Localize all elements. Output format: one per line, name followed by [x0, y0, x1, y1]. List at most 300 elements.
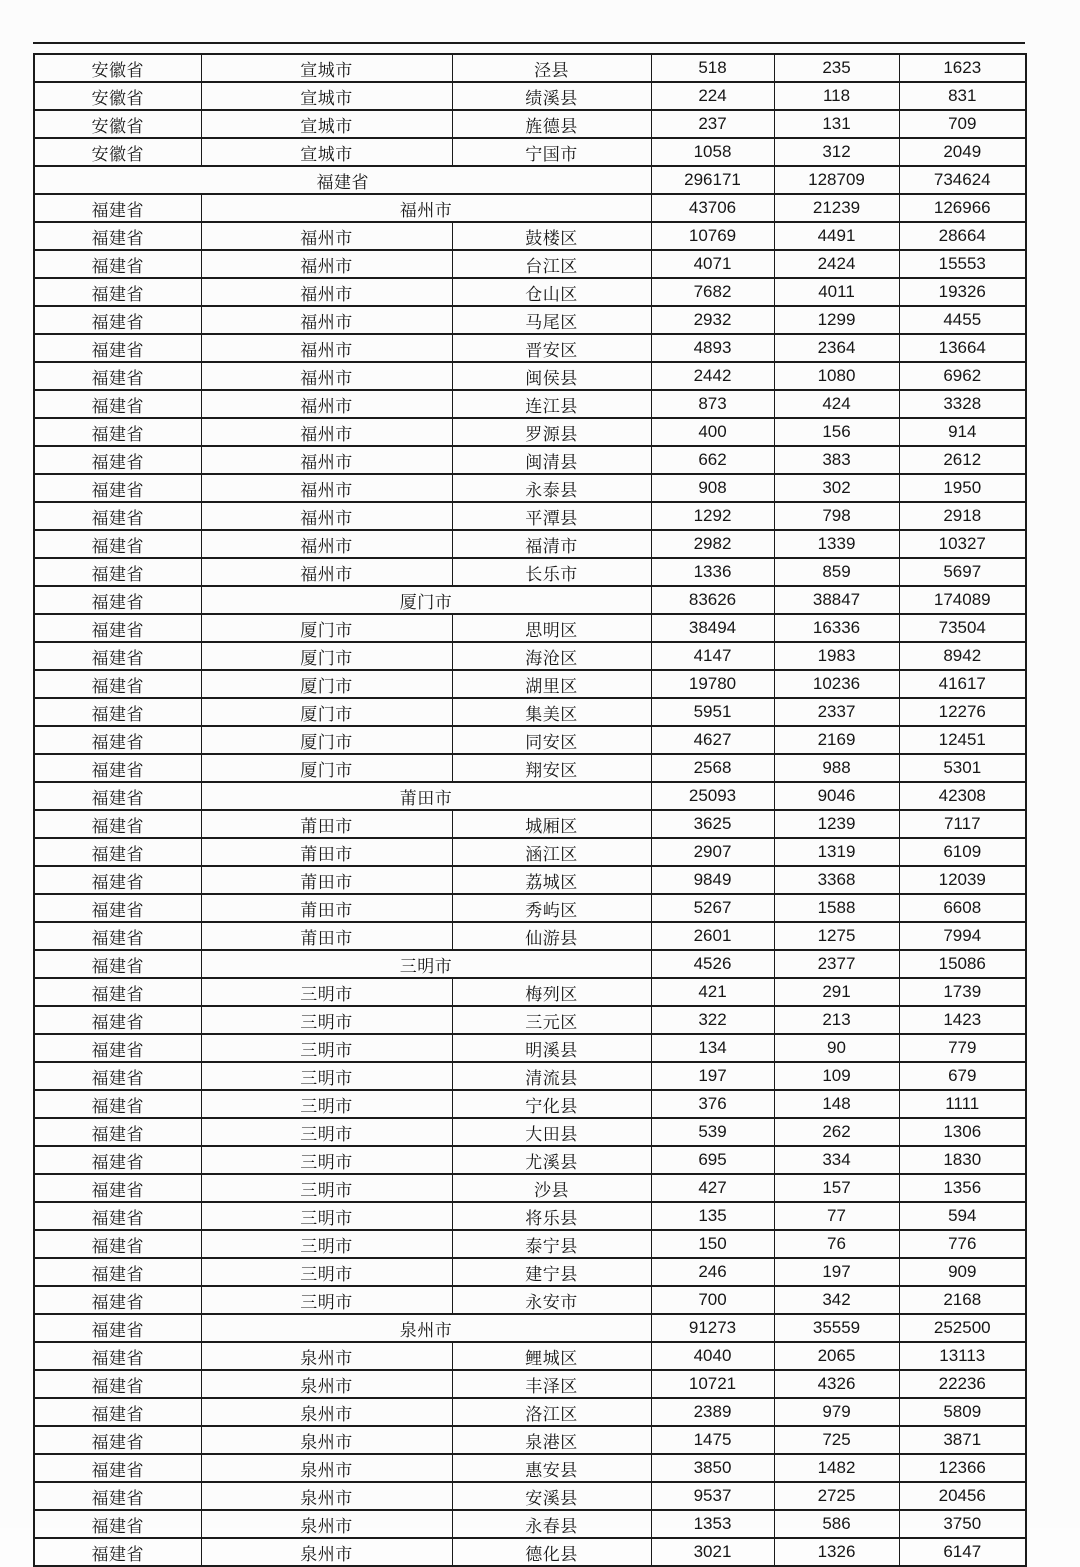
cell-city: 莆田市	[201, 894, 452, 922]
cell-city: 福州市	[201, 306, 452, 334]
cell-county: 绩溪县	[452, 82, 651, 110]
cell-value-3: 3750	[899, 1510, 1026, 1538]
cell-city: 福州市	[201, 362, 452, 390]
cell-city: 厦门市	[201, 726, 452, 754]
cell-value-2: 35559	[774, 1314, 899, 1342]
cell-value-3: 15086	[899, 950, 1026, 978]
cell-county: 梅列区	[452, 978, 651, 1006]
cell-value-1: 322	[651, 1006, 774, 1034]
cell-value-3: 6109	[899, 838, 1026, 866]
cell-county: 仙游县	[452, 922, 651, 950]
cell-province: 福建省	[34, 446, 201, 474]
cell-city: 福州市	[201, 418, 452, 446]
cell-county: 泰宁县	[452, 1230, 651, 1258]
cell-city: 莆田市	[201, 866, 452, 894]
cell-value-1: 135	[651, 1202, 774, 1230]
cell-province: 福建省	[34, 894, 201, 922]
cell-county: 长乐市	[452, 558, 651, 586]
cell-value-3: 10327	[899, 530, 1026, 558]
cell-city: 福州市	[201, 250, 452, 278]
cell-value-1: 4040	[651, 1342, 774, 1370]
cell-province: 福建省	[34, 1398, 201, 1426]
cell-value-3: 22236	[899, 1370, 1026, 1398]
cell-city: 三明市	[201, 1174, 452, 1202]
cell-province: 福建省	[34, 222, 201, 250]
cell-value-3: 914	[899, 418, 1026, 446]
cell-province: 福建省	[34, 810, 201, 838]
table-row	[34, 782, 1026, 810]
cell-value-1: 662	[651, 446, 774, 474]
cell-value-3: 12451	[899, 726, 1026, 754]
cell-province: 福建省	[34, 838, 201, 866]
cell-city-merged: 厦门市	[201, 586, 651, 614]
cell-value-3: 15553	[899, 250, 1026, 278]
cell-value-2: 76	[774, 1230, 899, 1258]
cell-value-2: 1319	[774, 838, 899, 866]
cell-value-2: 2337	[774, 698, 899, 726]
table-row	[34, 866, 1026, 894]
cell-city: 三明市	[201, 1286, 452, 1314]
table-row	[34, 502, 1026, 530]
cell-city: 三明市	[201, 1090, 452, 1118]
cell-value-1: 2932	[651, 306, 774, 334]
table-top-partial-border	[33, 42, 1025, 44]
cell-value-2: 156	[774, 418, 899, 446]
cell-value-2: 9046	[774, 782, 899, 810]
cell-value-3: 1306	[899, 1118, 1026, 1146]
cell-county: 德化县	[452, 1538, 651, 1566]
cell-value-3: 13113	[899, 1342, 1026, 1370]
cell-value-3: 41617	[899, 670, 1026, 698]
cell-value-2: 383	[774, 446, 899, 474]
cell-city: 厦门市	[201, 614, 452, 642]
cell-value-3: 5809	[899, 1398, 1026, 1426]
cell-value-3: 252500	[899, 1314, 1026, 1342]
cell-value-3: 679	[899, 1062, 1026, 1090]
cell-value-3: 2049	[899, 138, 1026, 166]
cell-value-2: 109	[774, 1062, 899, 1090]
cell-value-2: 213	[774, 1006, 899, 1034]
cell-value-2: 1080	[774, 362, 899, 390]
cell-value-1: 376	[651, 1090, 774, 1118]
cell-value-2: 979	[774, 1398, 899, 1426]
table-row	[34, 1230, 1026, 1258]
cell-value-1: 421	[651, 978, 774, 1006]
cell-value-3: 909	[899, 1258, 1026, 1286]
cell-value-1: 4147	[651, 642, 774, 670]
cell-value-3: 4455	[899, 306, 1026, 334]
cell-value-2: 586	[774, 1510, 899, 1538]
table-row	[34, 1006, 1026, 1034]
cell-value-1: 4071	[651, 250, 774, 278]
table-row	[34, 1174, 1026, 1202]
cell-province: 福建省	[34, 1510, 201, 1538]
cell-value-1: 150	[651, 1230, 774, 1258]
cell-county: 鲤城区	[452, 1342, 651, 1370]
cell-county: 荔城区	[452, 866, 651, 894]
cell-county: 宁化县	[452, 1090, 651, 1118]
cell-value-3: 6608	[899, 894, 1026, 922]
cell-province: 福建省	[34, 362, 201, 390]
cell-value-2: 1983	[774, 642, 899, 670]
cell-value-2: 312	[774, 138, 899, 166]
cell-value-3: 3328	[899, 390, 1026, 418]
cell-value-3: 1739	[899, 978, 1026, 1006]
cell-county: 明溪县	[452, 1034, 651, 1062]
cell-county: 连江县	[452, 390, 651, 418]
cell-value-1: 3625	[651, 810, 774, 838]
table-row	[34, 1090, 1026, 1118]
cell-province: 福建省	[34, 922, 201, 950]
cell-county: 惠安县	[452, 1454, 651, 1482]
table-row	[34, 1426, 1026, 1454]
cell-value-1: 1336	[651, 558, 774, 586]
cell-province: 福建省	[34, 1090, 201, 1118]
table-row	[34, 166, 1026, 194]
cell-county: 集美区	[452, 698, 651, 726]
cell-value-3: 5301	[899, 754, 1026, 782]
cell-city: 福州市	[201, 390, 452, 418]
cell-value-3: 8942	[899, 642, 1026, 670]
cell-value-3: 2168	[899, 1286, 1026, 1314]
table-row	[34, 558, 1026, 586]
table-row	[34, 278, 1026, 306]
cell-city: 厦门市	[201, 698, 452, 726]
cell-city: 福州市	[201, 446, 452, 474]
cell-value-2: 131	[774, 110, 899, 138]
cell-province: 福建省	[34, 250, 201, 278]
cell-value-1: 2907	[651, 838, 774, 866]
cell-county: 罗源县	[452, 418, 651, 446]
cell-city: 三明市	[201, 1146, 452, 1174]
cell-value-1: 91273	[651, 1314, 774, 1342]
cell-value-3: 1423	[899, 1006, 1026, 1034]
cell-value-2: 302	[774, 474, 899, 502]
table-row	[34, 194, 1026, 222]
table-row	[34, 1258, 1026, 1286]
table-row	[34, 82, 1026, 110]
cell-province: 福建省	[34, 950, 201, 978]
cell-value-1: 197	[651, 1062, 774, 1090]
cell-province: 福建省	[34, 614, 201, 642]
cell-value-3: 12276	[899, 698, 1026, 726]
cell-value-2: 2377	[774, 950, 899, 978]
cell-province: 福建省	[34, 726, 201, 754]
cell-value-3: 7994	[899, 922, 1026, 950]
cell-county: 尤溪县	[452, 1146, 651, 1174]
cell-county: 洛江区	[452, 1398, 651, 1426]
cell-value-2: 798	[774, 502, 899, 530]
cell-province: 安徽省	[34, 110, 201, 138]
table-row	[34, 978, 1026, 1006]
cell-value-2: 16336	[774, 614, 899, 642]
cell-city: 泉州市	[201, 1398, 452, 1426]
table-row	[34, 614, 1026, 642]
cell-city: 宣城市	[201, 110, 452, 138]
table-row	[34, 1202, 1026, 1230]
cell-county: 永安市	[452, 1286, 651, 1314]
cell-county: 大田县	[452, 1118, 651, 1146]
cell-value-1: 4893	[651, 334, 774, 362]
cell-province: 安徽省	[34, 54, 201, 82]
cell-value-1: 518	[651, 54, 774, 82]
cell-county: 清流县	[452, 1062, 651, 1090]
table-row	[34, 1342, 1026, 1370]
table-row	[34, 1398, 1026, 1426]
cell-value-1: 25093	[651, 782, 774, 810]
cell-value-2: 291	[774, 978, 899, 1006]
cell-city: 莆田市	[201, 838, 452, 866]
cell-county: 平潭县	[452, 502, 651, 530]
cell-province: 福建省	[34, 1146, 201, 1174]
cell-value-3: 42308	[899, 782, 1026, 810]
cell-value-2: 1275	[774, 922, 899, 950]
cell-county: 永春县	[452, 1510, 651, 1538]
table-row	[34, 894, 1026, 922]
cell-value-1: 1353	[651, 1510, 774, 1538]
table-row	[34, 1062, 1026, 1090]
cell-value-2: 197	[774, 1258, 899, 1286]
cell-city-merged: 三明市	[201, 950, 651, 978]
cell-county: 将乐县	[452, 1202, 651, 1230]
cell-city: 泉州市	[201, 1510, 452, 1538]
cell-value-1: 5267	[651, 894, 774, 922]
cell-value-2: 342	[774, 1286, 899, 1314]
cell-city: 泉州市	[201, 1342, 452, 1370]
table-row	[34, 1314, 1026, 1342]
cell-county: 建宁县	[452, 1258, 651, 1286]
cell-value-1: 695	[651, 1146, 774, 1174]
cell-province: 福建省	[34, 1202, 201, 1230]
cell-city: 厦门市	[201, 642, 452, 670]
cell-value-1: 539	[651, 1118, 774, 1146]
cell-county: 闽清县	[452, 446, 651, 474]
cell-value-1: 43706	[651, 194, 774, 222]
cell-county: 安溪县	[452, 1482, 651, 1510]
cell-value-2: 1326	[774, 1538, 899, 1566]
cell-value-3: 709	[899, 110, 1026, 138]
cell-province: 福建省	[34, 642, 201, 670]
cell-city: 三明市	[201, 1062, 452, 1090]
cell-city: 泉州市	[201, 1370, 452, 1398]
table-row	[34, 1482, 1026, 1510]
cell-value-1: 5951	[651, 698, 774, 726]
cell-county: 闽侯县	[452, 362, 651, 390]
cell-value-2: 1339	[774, 530, 899, 558]
cell-value-1: 427	[651, 1174, 774, 1202]
table-row	[34, 250, 1026, 278]
cell-value-1: 2568	[651, 754, 774, 782]
cell-city-merged: 泉州市	[201, 1314, 651, 1342]
cell-value-1: 2982	[651, 530, 774, 558]
cell-value-1: 1292	[651, 502, 774, 530]
cell-value-3: 7117	[899, 810, 1026, 838]
table-row	[34, 922, 1026, 950]
cell-province: 福建省	[34, 586, 201, 614]
table-row	[34, 1034, 1026, 1062]
cell-province: 福建省	[34, 418, 201, 446]
cell-county: 永泰县	[452, 474, 651, 502]
cell-value-2: 4491	[774, 222, 899, 250]
cell-value-3: 779	[899, 1034, 1026, 1062]
cell-value-2: 38847	[774, 586, 899, 614]
cell-value-1: 246	[651, 1258, 774, 1286]
cell-county: 福清市	[452, 530, 651, 558]
cell-value-2: 988	[774, 754, 899, 782]
cell-value-1: 2442	[651, 362, 774, 390]
region-statistics-table	[33, 53, 1027, 1567]
cell-province: 福建省	[34, 194, 201, 222]
cell-province: 福建省	[34, 474, 201, 502]
cell-value-1: 9537	[651, 1482, 774, 1510]
cell-value-3: 2918	[899, 502, 1026, 530]
cell-province: 福建省	[34, 278, 201, 306]
cell-value-1: 3850	[651, 1454, 774, 1482]
cell-value-1: 19780	[651, 670, 774, 698]
cell-county: 台江区	[452, 250, 651, 278]
cell-province-merged: 福建省	[34, 166, 651, 194]
cell-province: 福建省	[34, 1454, 201, 1482]
table-row	[34, 446, 1026, 474]
table-row	[34, 530, 1026, 558]
cell-value-2: 2364	[774, 334, 899, 362]
table-row	[34, 1146, 1026, 1174]
cell-city: 三明市	[201, 1202, 452, 1230]
cell-province: 福建省	[34, 1034, 201, 1062]
cell-value-3: 28664	[899, 222, 1026, 250]
cell-province: 福建省	[34, 978, 201, 1006]
cell-value-1: 700	[651, 1286, 774, 1314]
cell-county: 马尾区	[452, 306, 651, 334]
cell-value-1: 400	[651, 418, 774, 446]
cell-value-3: 5697	[899, 558, 1026, 586]
cell-province: 福建省	[34, 390, 201, 418]
cell-value-3: 19326	[899, 278, 1026, 306]
cell-value-1: 4526	[651, 950, 774, 978]
table-row	[34, 1454, 1026, 1482]
cell-value-1: 2601	[651, 922, 774, 950]
cell-value-2: 334	[774, 1146, 899, 1174]
cell-value-3: 1950	[899, 474, 1026, 502]
cell-value-1: 2389	[651, 1398, 774, 1426]
cell-city-merged: 福州市	[201, 194, 651, 222]
cell-value-1: 237	[651, 110, 774, 138]
cell-city: 泉州市	[201, 1538, 452, 1566]
cell-city: 宣城市	[201, 82, 452, 110]
cell-value-2: 4326	[774, 1370, 899, 1398]
cell-value-3: 6962	[899, 362, 1026, 390]
cell-value-3: 6147	[899, 1538, 1026, 1566]
cell-value-3: 1111	[899, 1090, 1026, 1118]
cell-county: 涵江区	[452, 838, 651, 866]
cell-county: 翔安区	[452, 754, 651, 782]
cell-value-3: 1830	[899, 1146, 1026, 1174]
cell-city: 三明市	[201, 1230, 452, 1258]
cell-city: 莆田市	[201, 922, 452, 950]
cell-county: 鼓楼区	[452, 222, 651, 250]
table-row	[34, 1118, 1026, 1146]
table-row	[34, 474, 1026, 502]
cell-county: 泾县	[452, 54, 651, 82]
cell-city: 宣城市	[201, 138, 452, 166]
cell-city: 厦门市	[201, 754, 452, 782]
cell-value-2: 157	[774, 1174, 899, 1202]
cell-value-2: 1588	[774, 894, 899, 922]
cell-province: 福建省	[34, 754, 201, 782]
cell-value-1: 3021	[651, 1538, 774, 1566]
cell-province: 福建省	[34, 1230, 201, 1258]
table-body	[34, 54, 1026, 1566]
cell-value-2: 424	[774, 390, 899, 418]
cell-value-2: 4011	[774, 278, 899, 306]
cell-value-3: 1623	[899, 54, 1026, 82]
cell-county: 仓山区	[452, 278, 651, 306]
cell-county: 城厢区	[452, 810, 651, 838]
cell-value-1: 908	[651, 474, 774, 502]
cell-province: 福建省	[34, 306, 201, 334]
cell-city: 福州市	[201, 278, 452, 306]
cell-county: 三元区	[452, 1006, 651, 1034]
cell-value-3: 3871	[899, 1426, 1026, 1454]
cell-city-merged: 莆田市	[201, 782, 651, 810]
table-row	[34, 838, 1026, 866]
cell-province: 福建省	[34, 866, 201, 894]
table-row	[34, 306, 1026, 334]
cell-county: 同安区	[452, 726, 651, 754]
cell-province: 福建省	[34, 1314, 201, 1342]
cell-value-1: 134	[651, 1034, 774, 1062]
cell-value-2: 1239	[774, 810, 899, 838]
table-row	[34, 586, 1026, 614]
cell-value-1: 9849	[651, 866, 774, 894]
cell-county: 湖里区	[452, 670, 651, 698]
cell-value-2: 3368	[774, 866, 899, 894]
cell-value-2: 77	[774, 1202, 899, 1230]
cell-province: 福建省	[34, 1258, 201, 1286]
cell-value-2: 262	[774, 1118, 899, 1146]
cell-city: 三明市	[201, 1118, 452, 1146]
cell-value-2: 235	[774, 54, 899, 82]
cell-province: 福建省	[34, 1370, 201, 1398]
table-row	[34, 334, 1026, 362]
cell-city: 三明市	[201, 1034, 452, 1062]
cell-value-1: 296171	[651, 166, 774, 194]
table-row	[34, 1510, 1026, 1538]
cell-value-1: 7682	[651, 278, 774, 306]
cell-value-2: 1482	[774, 1454, 899, 1482]
cell-city: 福州市	[201, 558, 452, 586]
cell-province: 福建省	[34, 1062, 201, 1090]
cell-value-3: 1356	[899, 1174, 1026, 1202]
cell-province: 福建省	[34, 334, 201, 362]
cell-city: 三明市	[201, 978, 452, 1006]
cell-value-1: 10721	[651, 1370, 774, 1398]
cell-province: 福建省	[34, 1286, 201, 1314]
cell-province: 福建省	[34, 558, 201, 586]
cell-value-3: 73504	[899, 614, 1026, 642]
cell-value-3: 13664	[899, 334, 1026, 362]
cell-value-2: 90	[774, 1034, 899, 1062]
cell-value-3: 2612	[899, 446, 1026, 474]
cell-value-1: 1475	[651, 1426, 774, 1454]
cell-value-2: 21239	[774, 194, 899, 222]
cell-county: 晋安区	[452, 334, 651, 362]
cell-county: 沙县	[452, 1174, 651, 1202]
cell-value-3: 12366	[899, 1454, 1026, 1482]
cell-county: 海沧区	[452, 642, 651, 670]
cell-value-1: 83626	[651, 586, 774, 614]
cell-value-1: 873	[651, 390, 774, 418]
